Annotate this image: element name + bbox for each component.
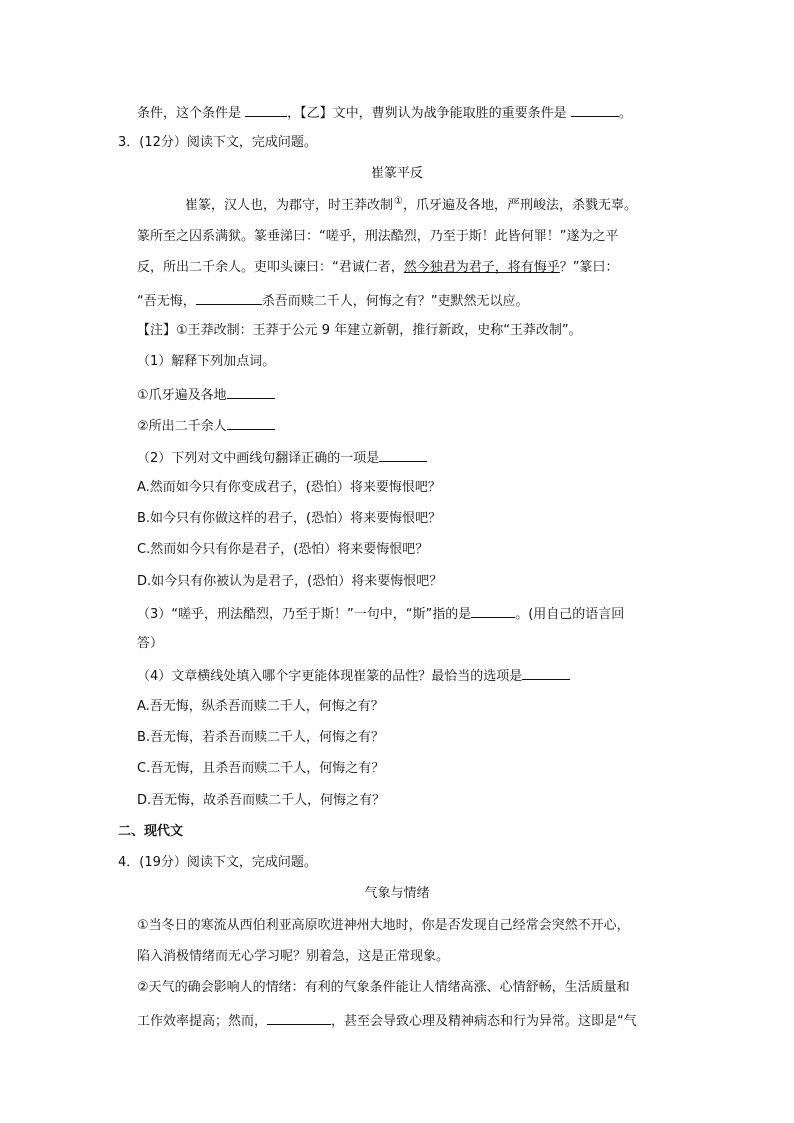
text: （2）下列对文中画线句翻译正确的一项是 [137,451,380,466]
option-b[interactable]: B.如今只有你做这样的君子，(恐怕）将来要悔恨吧？ [137,511,442,526]
question-3-header: 3．(12分）阅读下文，完成问题。 [118,135,317,150]
text: （4）文章横线处填入哪个字更能体现崔篆的品性？最恰当的选项是 [137,669,523,684]
passage-line [185,196,637,216]
passage-line: ①当冬日的寒流从西伯利亚高原吹进神州大地时，你是否发现自己经常会突然不开心， [137,918,630,933]
answer-blank[interactable] [571,102,619,117]
sub-question-3 [137,603,624,623]
text: ，【乙】文中，曹刿认为战争能取胜的重要条件是 [287,106,567,121]
passage-line: 篆所至之囚系满狱。篆垂涕曰：“嗟乎，刑法酷烈，乃至于斯！此皆何罪！”遂为之平 [137,229,619,244]
fill-blank[interactable] [267,1010,331,1025]
text: ？”篆曰： [559,260,619,275]
passage-line [137,290,529,310]
option-d[interactable]: D.如今只有你被认为是君子，(恐怕）将来要悔恨吧？ [137,574,443,589]
text: 反，所出二千余人。吏叩头谏曰：“君诚仁者， [137,260,404,275]
answer-blank[interactable] [379,447,427,462]
text: 崔篆，汉人也，为郡守，时王莽改制 [185,198,394,213]
option-c[interactable]: C.然而如今只有你是君子，(恐怕）将来要悔恨吧？ [137,542,429,557]
option-a[interactable]: A.吾无悔，纵杀吾而赎二千人，何悔之有？ [137,699,384,714]
question-4-header: 4．(19分）阅读下文，完成问题。 [118,855,317,870]
answer-blank[interactable] [227,384,275,399]
passage-title: 气象与情绪 [364,886,430,901]
text: ②所出二千余人 [137,419,227,434]
section-heading: 二、现代文 [118,824,184,839]
text: “吾无悔， [137,294,196,309]
sub-question-3-cont: 答） [137,636,164,651]
underlined-sentence: 然今独君为君子，将有悔乎 [403,260,560,275]
passage-line: ②天气的确会影响人的情绪：有利的气象条件能让人情绪高涨、心情舒畅，生活质量和 [137,980,630,995]
footnote-marker: ① [394,195,403,207]
text: （3）“嗟乎，刑法酷烈，乃至于斯！”一句中，“斯”指的是 [137,607,472,622]
sub-question-1-item [137,384,275,404]
answer-blank[interactable] [227,415,275,430]
fill-blank[interactable] [196,290,262,305]
answer-blank[interactable] [245,102,287,117]
text: 工作效率提高；然而， [137,1014,268,1029]
text: ①爪牙遍及各地 [137,388,227,403]
answer-blank[interactable] [471,603,515,618]
text: 杀吾而赎二千人，何悔之有？”吏默然无以应。 [261,294,529,309]
sub-question-4 [137,665,570,685]
passage-line: 陷入消极情绪而无心学习呢？别着急，这是正常现象。 [137,949,450,964]
answer-blank[interactable] [522,665,570,680]
text: 。(用自己的语言回 [515,607,625,622]
option-d[interactable]: D.吾无悔，故杀吾而赎二千人，何悔之有？ [137,793,386,808]
sub-question-1-item [137,415,275,435]
prev-question-tail [137,102,632,122]
sub-question-2 [137,447,427,467]
passage-line [137,258,619,278]
annotation-note: 【注】①王莽改制：王莽于公元 9 年建立新朝，推行新政，史称“王莽改制”。 [137,323,582,338]
passage-line [137,1010,637,1030]
text: 。 [618,106,632,121]
option-b[interactable]: B.吾无悔，若杀吾而赎二千人，何悔之有？ [137,730,385,745]
option-c[interactable]: C.吾无悔，且杀吾而赎二千人，何悔之有？ [137,761,385,776]
text: 条件，这个条件是 [137,106,242,121]
text: ，爪牙遍及各地，严刑峻法，杀戮无辜。 [402,198,637,213]
sub-question-1: （1）解释下列加点词。 [137,354,276,369]
option-a[interactable]: A.然而如今只有你变成君子，(恐怕）将来要悔恨吧？ [137,480,441,495]
passage-title: 崔篆平反 [370,166,423,181]
text: ，甚至会导致心理及精神病态和行为异常。这即是“气 [331,1014,637,1029]
